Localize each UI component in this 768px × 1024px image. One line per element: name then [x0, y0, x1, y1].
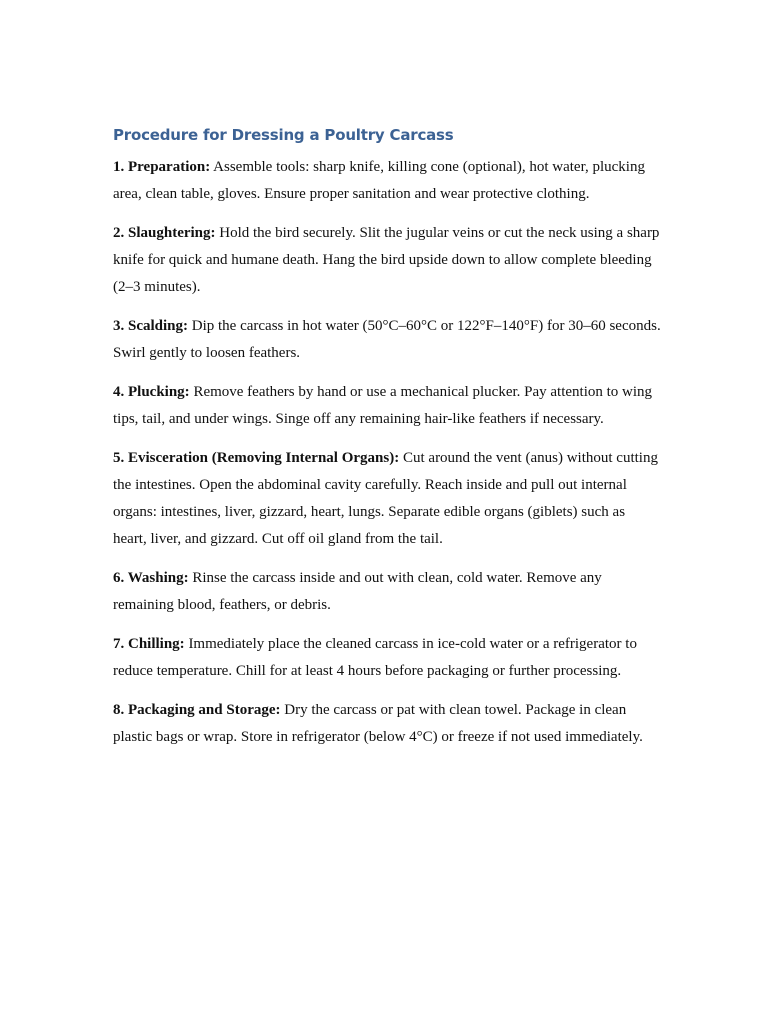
step-heading: 6. Washing: [113, 570, 189, 586]
step-preparation [113, 154, 661, 208]
step-text: Assemble tools: sharp knife, killing cone (optional), hot water, plucking area, clean table, gloves. Ensure proper sanitation and wear protective clothing. [113, 159, 645, 202]
step-text: Cut around the vent (anus) without cutting the intestines. Open the abdominal cavity carefully. Reach inside and pull out internal organs: intestines, liver, gizzard, heart, lungs. Separate edible organs (giblets) such as heart, liver, and gizzard. Cut off oil gland from the tail. [113, 450, 658, 547]
step-heading: 5. Evisceration (Removing Internal Organs): [113, 450, 400, 466]
step-heading: 2. Slaughtering: [113, 225, 216, 241]
step-text: Remove feathers by hand or use a mechanical plucker. Pay attention to wing tips, tail, and under wings. Singe off any remaining hair-like feathers if necessary. [113, 384, 653, 427]
step-text: Hold the bird securely. Slit the jugular veins or cut the neck using a sharp knife for quick and humane death. Hang the bird upside down to allow complete bleeding (2–3 minutes). [113, 225, 660, 295]
step-washing [113, 565, 661, 619]
step-text: Rinse the carcass inside and out with clean, cold water. Remove any remaining blood, feathers, or debris. [113, 570, 602, 613]
step-chilling [113, 631, 661, 685]
step-packaging-storage [113, 697, 661, 751]
step-scalding [113, 313, 661, 367]
step-text: Dry the carcass or pat with clean towel. Package in clean plastic bags or wrap. Store in refrigerator (below 4°C) or freeze if not used immediately. [113, 702, 643, 745]
step-heading: 1. Preparation: [113, 159, 211, 175]
step-evisceration [113, 445, 661, 553]
document-body [113, 124, 661, 763]
step-heading: 8. Packaging and Storage: [113, 702, 281, 718]
step-heading: 3. Scalding: [113, 318, 189, 334]
step-heading: 7. Chilling: [113, 636, 185, 652]
step-text: Dip the carcass in hot water (50°C–60°C or 122°F–140°F) for 30–60 seconds. Swirl gently to loosen feathers. [113, 318, 661, 361]
step-heading: 4. Plucking: [113, 384, 190, 400]
document-title: Procedure for Dressing a Poultry Carcass [113, 126, 454, 144]
step-plucking [113, 379, 661, 433]
step-slaughtering [113, 220, 661, 301]
step-text: Immediately place the cleaned carcass in ice-cold water or a refrigerator to reduce temperature. Chill for at least 4 hours before packaging or further processing. [113, 636, 637, 679]
